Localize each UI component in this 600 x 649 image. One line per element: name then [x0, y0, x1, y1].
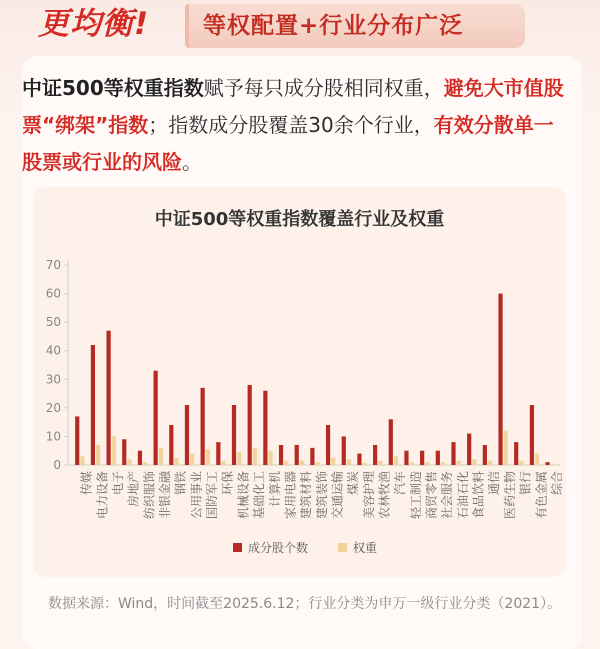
x-tick-label: 公用事业 — [189, 471, 204, 520]
bar-weight — [284, 461, 288, 465]
y-tick-label: 50 — [45, 315, 61, 330]
x-tick-label: 食品饮料 — [471, 470, 486, 520]
x-tick-label: 家用电器 — [283, 471, 298, 520]
x-tick-label: 石油石化 — [455, 471, 470, 520]
bar-count — [373, 445, 377, 465]
bar-weight — [457, 461, 461, 465]
x-tick-label: 建筑材料 — [299, 471, 314, 520]
bar-weight — [174, 458, 178, 465]
bar-count — [310, 448, 314, 465]
bar-count — [138, 451, 142, 465]
bar-count — [295, 445, 299, 465]
header-badge: 更均衡! — [38, 6, 150, 42]
y-tick-label: 40 — [45, 343, 61, 358]
x-tick-label: 基础化工 — [252, 471, 267, 520]
y-tick-label: 70 — [45, 258, 61, 272]
x-tick-label: 机械设备 — [236, 471, 251, 520]
x-tick-label: 电力设备 — [95, 471, 110, 520]
x-tick-label: 纺织服饰 — [142, 471, 157, 520]
x-tick-label: 农林牧渔 — [377, 471, 392, 520]
bar-count — [326, 425, 330, 465]
bar-weight — [96, 445, 100, 465]
bar-count — [232, 405, 236, 465]
bar-count — [514, 442, 518, 465]
bar-weight — [127, 459, 131, 465]
x-tick-label: 建筑装饰 — [314, 471, 329, 520]
bar-weight — [206, 449, 210, 465]
legend-label-count: 成分股个数 — [248, 541, 309, 555]
legend-label-weight: 权重 — [353, 541, 378, 555]
bar-weight — [316, 462, 320, 465]
legend-swatch-weight — [338, 543, 347, 552]
bar-weight — [80, 456, 84, 465]
x-tick-label: 商贸零售 — [424, 471, 439, 520]
bar-weight — [143, 462, 147, 465]
bar-count — [357, 454, 361, 465]
x-tick-label: 环保 — [220, 471, 235, 496]
x-tick-label: 通信 — [487, 471, 502, 496]
x-tick-label: 交通运输 — [330, 471, 345, 520]
bar-weight — [535, 454, 539, 465]
bar-count — [75, 416, 79, 465]
y-tick-label: 0 — [53, 458, 61, 472]
x-tick-label: 医药生物 — [502, 471, 517, 520]
bar-count — [279, 445, 283, 465]
bar-count — [201, 388, 205, 465]
chart-title: 中证500等权重指数覆盖行业及权重 — [154, 209, 445, 230]
bar-weight — [253, 448, 257, 465]
x-tick-label: 煤炭 — [346, 471, 361, 496]
x-tick-label: 银行 — [518, 471, 533, 496]
source-note: 数据来源：Wind，时间截至2025.6.12；行业分类为申万一级行业分类（2021）。 — [48, 596, 562, 612]
bar-weight — [112, 436, 116, 465]
bar-count — [498, 294, 502, 465]
y-tick-label: 20 — [45, 400, 61, 415]
x-tick-label: 社会服务 — [440, 471, 455, 520]
bar-weight — [519, 461, 523, 465]
x-tick-label: 计算机 — [267, 471, 282, 508]
bar-weight — [347, 459, 351, 465]
y-tick-label: 30 — [45, 372, 61, 387]
legend-swatch-count — [233, 543, 242, 552]
bar-count — [545, 462, 549, 465]
bar-count — [216, 442, 220, 465]
x-tick-label: 汽车 — [393, 471, 408, 496]
bar-count — [389, 419, 393, 465]
bar-weight — [159, 448, 163, 465]
x-tick-label: 电子 — [110, 471, 125, 496]
bar-weight — [268, 451, 272, 465]
bar-count — [404, 451, 408, 465]
bar-weight — [425, 462, 429, 465]
bar-weight — [300, 461, 304, 465]
bar-count — [248, 385, 252, 465]
x-tick-label: 传媒 — [79, 471, 94, 496]
x-tick-label: 有色金属 — [534, 471, 549, 520]
intro-text-2: ；指数成分股覆盖30余个行业， — [148, 113, 434, 137]
bar-weight — [488, 461, 492, 465]
bar-weight — [378, 461, 382, 465]
bar-weight — [441, 462, 445, 465]
x-tick-label: 美容护理 — [361, 471, 376, 520]
bar-count — [342, 436, 346, 465]
bar-count — [106, 331, 110, 465]
header-subtitle: 等权配置+行业分布广泛 — [185, 4, 525, 48]
intro-index-name: 中证500等权重指数 — [22, 76, 204, 100]
bar-weight — [504, 431, 508, 465]
bar-weight — [190, 454, 194, 465]
intro-highlight-1: 避免大市值股票“绑架”指数 — [22, 76, 564, 137]
bar-count — [122, 439, 126, 465]
bar-count — [263, 391, 267, 465]
bar-weight — [472, 459, 476, 465]
bar-weight — [363, 463, 367, 465]
x-tick-label: 钢铁 — [173, 471, 188, 496]
x-tick-label: 国防军工 — [205, 471, 220, 520]
intro-text-3: 。 — [182, 150, 202, 174]
bar-weight — [221, 461, 225, 465]
intro-text-1: 赋予每只成分股相同权重， — [203, 76, 444, 100]
x-tick-label: 房地产 — [126, 471, 141, 508]
bar-weight — [331, 458, 335, 465]
bar-count — [91, 345, 95, 465]
bar-count — [530, 405, 534, 465]
bar-count — [451, 442, 455, 465]
intro-highlight-2: 有效分散单一股票或行业的风险 — [22, 113, 554, 174]
bar-count — [420, 451, 424, 465]
bar-weight — [410, 462, 414, 465]
bar-weight — [394, 456, 398, 465]
bar-count — [185, 405, 189, 465]
bar-weight — [237, 452, 241, 465]
bar-count — [169, 425, 173, 465]
bar-weight — [551, 464, 555, 465]
bar-count — [154, 371, 158, 465]
bar-count — [436, 451, 440, 465]
y-tick-label: 60 — [45, 286, 61, 301]
bar-count — [467, 434, 471, 465]
x-tick-label: 非银金融 — [158, 471, 173, 520]
x-tick-label: 综合 — [549, 471, 564, 496]
bar-count — [483, 445, 487, 465]
y-tick-label: 10 — [45, 429, 61, 444]
x-tick-label: 轻工制造 — [408, 471, 423, 520]
